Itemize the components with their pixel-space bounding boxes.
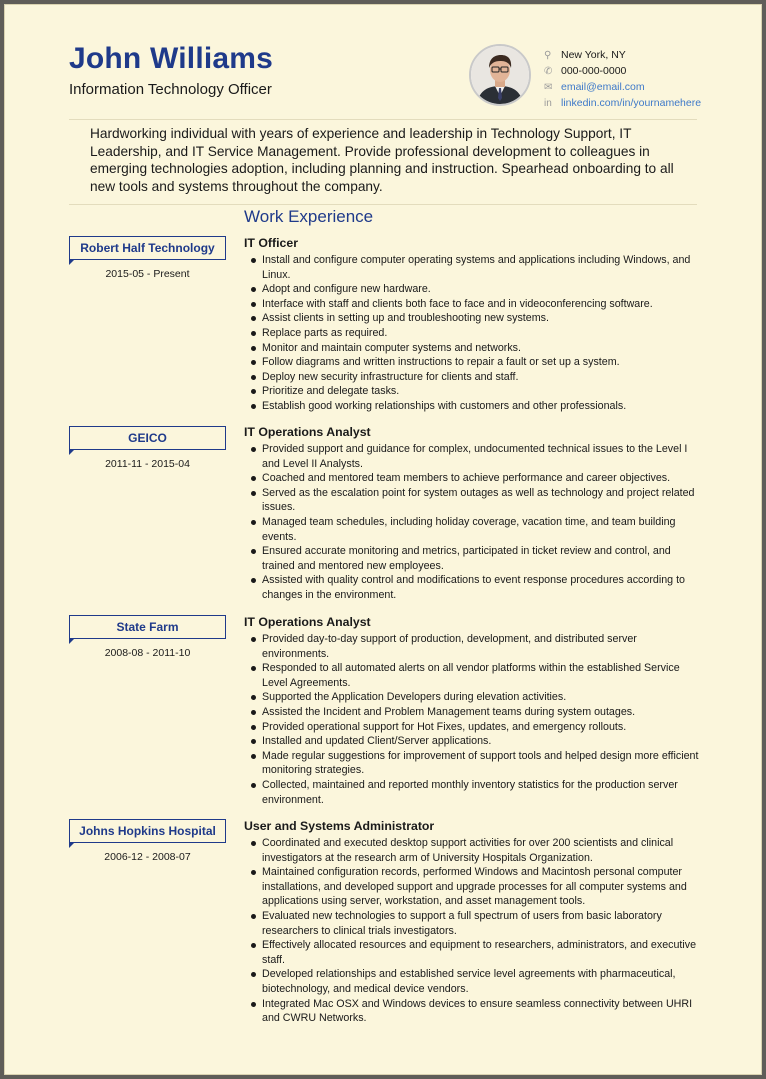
job-duties-list (244, 836, 704, 1026)
list-item: Adopt and configure new hardware. (262, 282, 704, 297)
list-item: Integrated Mac OSX and Windows devices to ensure seamless connectivity between UHRI and CWRU Networks. (262, 997, 704, 1026)
company-name (69, 615, 226, 639)
job-entry (244, 614, 704, 807)
list-item: Coached and mentored team members to achieve performance and career objectives. (262, 471, 704, 486)
list-item: Assisted the Incident and Problem Management teams during system outages. (262, 705, 704, 720)
job-entry (244, 818, 704, 1026)
job-title: IT Operations Analyst (244, 425, 371, 439)
job-entry (244, 235, 704, 414)
company-name (69, 236, 226, 260)
contact-text[interactable]: email@email.com (561, 81, 645, 93)
candidate-name: John Williams (69, 42, 274, 75)
company-name (69, 819, 226, 843)
list-item: Managed team schedules, including holiday coverage, vacation time, and team building events. (262, 515, 704, 544)
candidate-title: Information Technology Officer (69, 81, 272, 98)
list-item: Made regular suggestions for improvement of support tools and helped design more efficient monitoring strategies. (262, 749, 704, 778)
job-title: User and Systems Administrator (244, 819, 435, 833)
list-item: Effectively allocated resources and equipment to researchers, administrators, and executive staff. (262, 938, 704, 967)
list-item: Installed and updated Client/Server applications. (262, 734, 704, 749)
list-item: Supported the Application Developers during elevation activities. (262, 690, 704, 705)
list-item: Deploy new security infrastructure for clients and staff. (262, 370, 704, 385)
employment-dates: 2015-05 - Present (105, 268, 190, 280)
job-duties-list (244, 632, 704, 807)
company-tab-decoration (69, 638, 75, 644)
company-label: GEICO (128, 431, 167, 445)
list-item: Monitor and maintain computer systems and networks. (262, 341, 704, 356)
profile-summary: Hardworking individual with years of experience and leadership in Technology Support, IT Leadership, and IT Service Management. Provide professional development to colleagues in emerging technologies adoption, including planning and instruction. Spearhead onboarding to all new tools and systems throughout the company. (90, 126, 674, 194)
contact-row[interactable] (544, 95, 744, 111)
list-item: Prioritize and delegate tasks. (262, 384, 704, 399)
mail-icon: ✉ (544, 81, 553, 93)
contact-text: New York, NY (561, 49, 626, 61)
company-tab-decoration (69, 449, 75, 455)
company-label: State Farm (116, 620, 179, 634)
list-item: Provided support and guidance for complex, undocumented technical issues to the Level I and Level II Analysts. (262, 442, 704, 471)
contact-text[interactable]: linkedin.com/in/yournamehere (561, 97, 702, 109)
header-divider (69, 119, 697, 120)
list-item: Follow diagrams and written instructions to repair a fault or set up a system. (262, 355, 704, 370)
job-duties-list (244, 442, 704, 603)
linkedin-icon: in (544, 97, 552, 109)
job-title: IT Officer (244, 236, 298, 250)
employment-dates: 2008-08 - 2011-10 (104, 647, 191, 659)
employment-dates: 2011-11 - 2015-04 (105, 458, 190, 470)
contact-row (544, 63, 744, 79)
job-entry (244, 424, 704, 603)
list-item: Assist clients in setting up and troubleshooting new systems. (262, 311, 704, 326)
company-name (69, 426, 226, 450)
list-item: Assisted with quality control and modifications to event response procedures according to changes in the environment. (262, 573, 704, 602)
list-item: Interface with staff and clients both face to face and in videoconferencing software. (262, 297, 704, 312)
summary-divider (69, 204, 697, 205)
contact-row (544, 47, 744, 63)
company-label: Robert Half Technology (80, 241, 215, 255)
contact-info (544, 47, 744, 111)
job-duties-list (244, 253, 704, 414)
section-title-work-experience: Work Experience (244, 207, 374, 226)
list-item: Provided operational support for Hot Fixes, updates, and emergency rollouts. (262, 720, 704, 735)
job-title: IT Operations Analyst (244, 615, 371, 629)
list-item: Collected, maintained and reported monthly inventory statistics for the production server environment. (262, 778, 704, 807)
list-item: Establish good working relationships with customers and other professionals. (262, 399, 704, 414)
resume-page (4, 4, 762, 1075)
list-item: Coordinated and executed desktop support activities for over 200 scientists and clinical investigators at the research arm of University Hospitals Organization. (262, 836, 704, 865)
list-item: Evaluated new technologies to support a full spectrum of users from basic laboratory researchers to clinical trials investigators. (262, 909, 704, 938)
contact-text: 000-000-0000 (561, 65, 627, 77)
company-label: Johns Hopkins Hospital (79, 824, 216, 838)
company-tab-decoration (69, 842, 75, 848)
phone-icon: ✆ (544, 65, 553, 77)
list-item: Provided day-to-day support of production, development, and distributed server environments. (262, 632, 704, 661)
list-item: Replace parts as required. (262, 326, 704, 341)
company-tab-decoration (69, 259, 75, 265)
list-item: Maintained configuration records, performed Windows and Macintosh personal computer installations, and developed support and upgrade processes for all computer systems and applications using server, workstation, and asset management tools. (262, 865, 704, 909)
contact-row[interactable] (544, 79, 744, 95)
profile-photo (469, 44, 531, 106)
list-item: Developed relationships and established service level agreements with pharmaceutical, biotechnology, and medical device vendors. (262, 967, 704, 996)
list-item: Responded to all automated alerts on all vendor platforms within the established Service Level Agreements. (262, 661, 704, 690)
list-item: Ensured accurate monitoring and metrics, participated in ticket review and control, and trained and mentored new employees. (262, 544, 704, 573)
list-item: Served as the escalation point for system outages as well as technology and project related issues. (262, 486, 704, 515)
location-pin-icon: ⚲ (544, 49, 552, 61)
list-item: Install and configure computer operating systems and applications including Windows, and Linux. (262, 253, 704, 282)
employment-dates: 2006-12 - 2008-07 (104, 851, 191, 863)
